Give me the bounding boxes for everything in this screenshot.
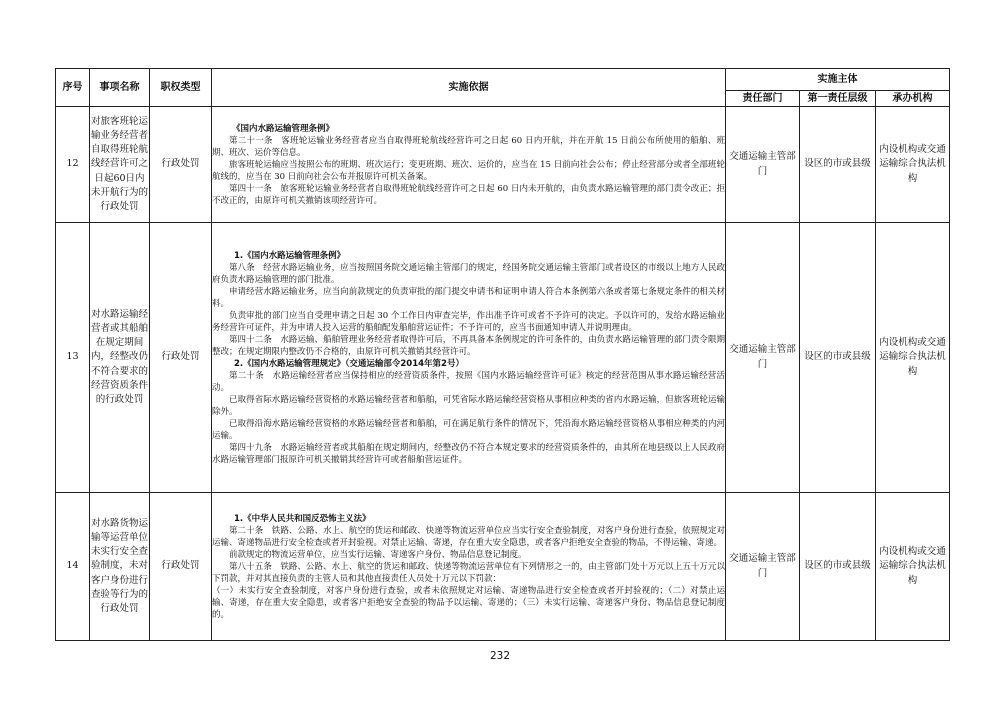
row-basis [212,107,726,223]
row-item-name: 对旅客班轮运输业务经营者自取得班轮航线经营许可之日起60日内未开航行为的行政处罚 [90,107,150,223]
basis-paragraph: 第八条 经营水路运输业务，应当按照国务院交通运输主管部门的规定，经国务院交通运输主管部门或者设区的市级以上地方人民政府负责水路运输管理的部门批准。 [212,262,725,285]
row-first-level: 设区的市或县级 [800,493,876,641]
basis-paragraph: 已取得省际水路运输经营资格的水路运输经营者和船舶，可凭省际水路运输经营资格从事相应种类的省内水路运输，但旅客班轮运输除外。 [212,394,725,417]
basis-paragraph: 已取得沿海水路运输经营资格的水路运输经营者和船舶，可在满足航行条件的情况下，凭沿海水路运输经营资格从事相应种类的内河运输。 [212,418,725,441]
header-first-level: 第一责任层级 [800,91,876,107]
header-subject: 实施主体 [726,69,950,91]
row-first-level: 设区的市或县级 [800,223,876,493]
header-seq: 序号 [56,69,90,107]
row-power-type: 行政处罚 [150,493,212,641]
law-title: 2.《国内水路运输管理规定》（交通运输部令2014年第2号） [234,358,464,369]
row-responsible-dept: 交通运输主管部门 [726,223,800,493]
basis-paragraph: 负责审批的部门应当自受理申请之日起 30 个工作日内审查完毕，作出准予许可或者不予许可的决定。予以许可的，发给水路运输业务经营许可证件，并为申请人投入运营的船舶配发船舶营运证件；不予许可的，应当书面通知申请人并说明理由。 [212,310,725,333]
basis-paragraph: 第二十条 水路运输经营者应当保持相应的经营资质条件，按照《国内水路运输经营许可证》核定的经营范围从事水路运输经营活动。 [212,370,725,393]
basis-paragraph: 前款规定的物流运营单位，应当实行运输、寄递客户身份、物品信息登记制度。 [229,549,527,560]
row-agency: 内设机构或交通运输综合执法机构 [876,493,950,641]
basis-paragraph: 第八十五条 铁路、公路、水上、航空的货运和邮政、快递等物流运营单位有下列情形之一的，由主管部门处十万元以上五十万元以下罚款，并对其直接负责的主管人员和其他直接责任人员处十万元以下罚款： [212,561,725,584]
row-first-level: 设区的市或县级 [800,107,876,223]
basis-paragraph: （一）未实行安全查验制度，对客户身份进行查验，或者未依照规定对运输、寄递物品进行安全检查或者开封验视的；（二）对禁止运输、寄递，存在重大安全隐患，或者客户拒绝安全查验的物品予以运输、寄递的；（三）未实行运输、寄递客户身份、物品信息登记制度的。 [212,585,725,620]
row-item-name: 对水路运输经营者或其船舶在规定期间内，经整改仍不符合要求的经营资质条件的行政处罚 [90,223,150,493]
row-power-type: 行政处罚 [150,107,212,223]
law-title: 《国内水路运输管理条例》 [232,123,335,134]
law-title: 1.《国内水路运输管理条例》 [234,250,346,261]
basis-paragraph: 旅客班轮运输应当按照公布的班期、班次运行；变更班期、班次、运价的，应当在 15 日前向社会公布；停止经营部分或者全部班轮航线的，应当在 30 日前向社会公布并报原许可机关备案。 [212,159,725,182]
row-agency: 内设机构或交通运输综合执法机构 [876,107,950,223]
row-responsible-dept: 交通运输主管部门 [726,493,800,641]
header-basis: 实施依据 [212,69,726,107]
row-seq: 12 [56,107,90,223]
header-item-name: 事项名称 [90,69,150,107]
header-power-type: 职权类型 [150,69,212,107]
basis-paragraph: 第二十条 铁路、公路、水上、航空的货运和邮政、快递等物流运营单位应当实行安全查验制度，对客户身份进行查验，依照规定对运输、寄递物品进行安全检查或者开封验视。对禁止运输、寄递，存在重大安全隐患，或者客户拒绝安全查验的物品，不得运输、寄递。 [212,525,725,548]
law-title: 1.《中华人民共和国反恐怖主义法》 [234,513,371,524]
table-row [56,107,950,223]
row-seq: 14 [56,493,90,641]
table-row [56,493,950,641]
row-power-type: 行政处罚 [150,223,212,493]
row-agency: 内设机构或交通运输综合执法机构 [876,223,950,493]
row-basis [212,223,726,493]
page-number: 232 [489,650,511,662]
header-responsible-dept: 责任部门 [726,91,800,107]
basis-paragraph: 申请经营水路运输业务，应当向前款规定的负责审批的部门提交申请书和证明申请人符合本条例第六条或者第七条规定条件的相关材料。 [212,286,725,309]
basis-paragraph: 第四十九条 水路运输经营者或其船舶在规定期间内，经整改仍不符合本规定要求的经营资质条件的，由其所在地县级以上人民政府水路运输管理部门报原许可机关撤销其经营许可或者船舶营运证件。 [212,442,725,465]
table-row [56,223,950,493]
basis-paragraph: 第四十二条 水路运输、船舶管理业务经营者取得许可后，不再具备本条例规定的许可条件的，由负责水路运输管理的部门责令限期整改；在规定期限内整改仍不合格的，由原许可机关撤销其经营许可。 [212,334,725,357]
row-basis [212,493,726,641]
basis-paragraph: 第二十一条 客班轮运输业务经营者应当自取得班轮航线经营许可之日起 60 日内开航，并在开航 15 日前公布所使用的船舶、班期、班次、运价等信息。 [212,135,725,158]
row-item-name: 对水路货物运输等运营单位未实行安全查验制度，未对客户身份进行查验等行为的行政处罚 [90,493,150,641]
enforcement-table [55,68,950,641]
row-seq: 13 [56,223,90,493]
basis-paragraph: 第四十一条 旅客班轮运输业务经营者自取得班轮航线经营许可之日起 60 日内未开航的，由负责水路运输管理的部门责令改正；拒不改正的，由原许可机关撤销该项经营许可。 [212,183,725,206]
row-responsible-dept: 交通运输主管部门 [726,107,800,223]
header-agency: 承办机构 [876,91,950,107]
